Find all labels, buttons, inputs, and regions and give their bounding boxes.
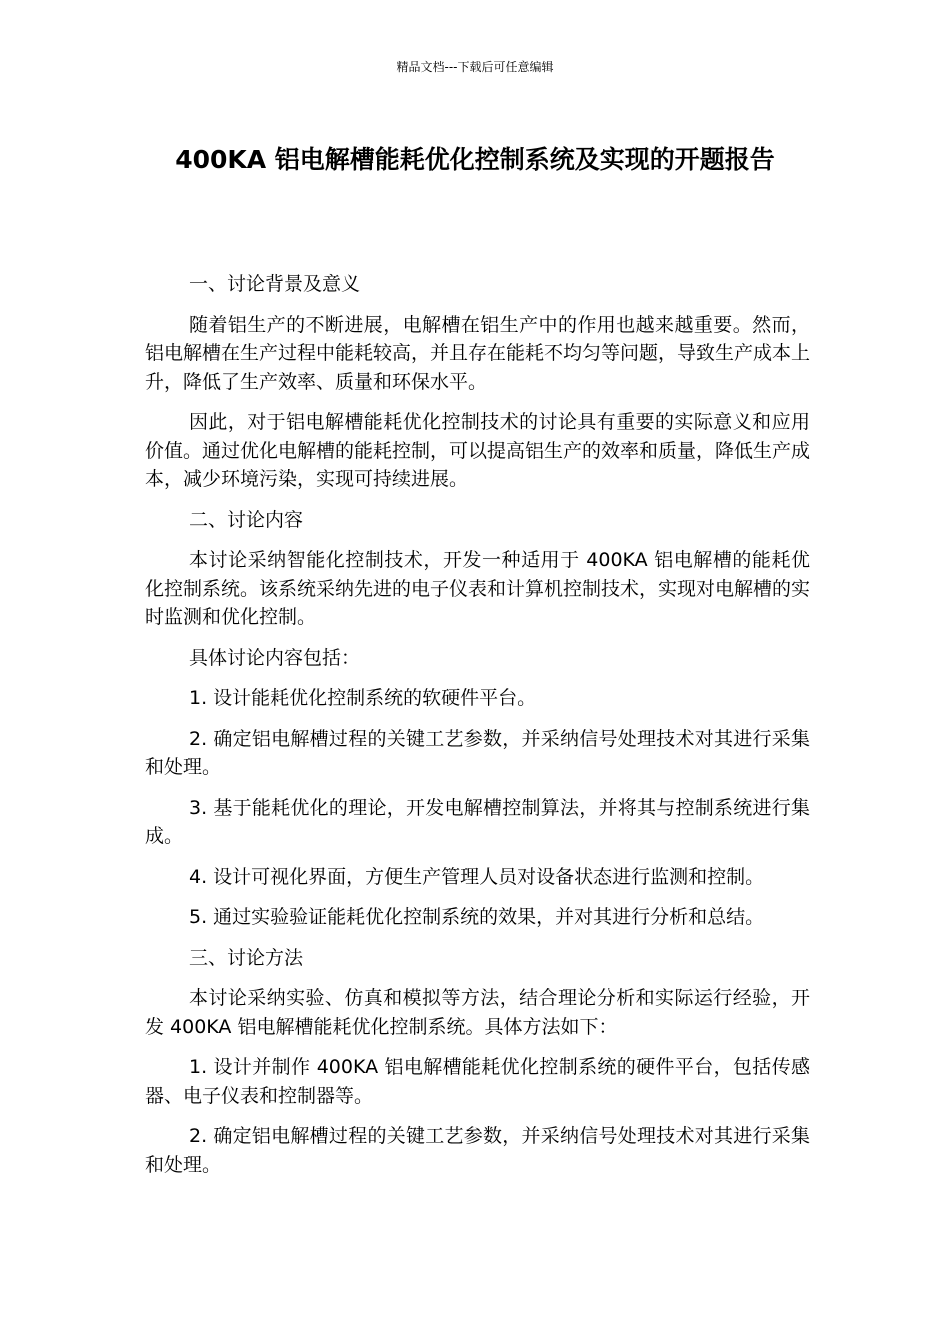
paragraph-background-1: 随着铝生产的不断进展，电解槽在铝生产中的作用也越来越重要。然而，铝电解槽在生产过程中能耗较高，并且存在能耗不均匀等问题，导致生产成本上升，降低了生产效率、质量和环保水平。 — [145, 313, 811, 393]
list-item-method-2: 2. 确定铝电解槽过程的关键工艺参数，并采纳信号处理技术对其进行采集和处理。 — [145, 1125, 810, 1176]
list-item-content-4: 4. 设计可视化界面，方便生产管理人员对设备状态进行监测和控制。 — [189, 865, 765, 888]
list-item-content-2: 2. 确定铝电解槽过程的关键工艺参数，并采纳信号处理技术对其进行采集和处理。 — [145, 727, 810, 778]
document-body — [145, 270, 810, 1191]
paragraph-background-2: 因此，对于铝电解槽能耗优化控制技术的讨论具有重要的实际意义和应用价值。通过优化电解槽的能耗控制，可以提高铝生产的效率和质量，降低生产成本，减少环境污染，实现可持续进展。 — [145, 411, 811, 490]
paragraph-content-intro: 本讨论采纳智能化控制技术，开发一种适用于 400KA 铝电解槽的能耗优化控制系统。该系统采纳先进的电子仪表和计算机控制技术，实现对电解槽的实时监测和优化控制。 — [145, 549, 811, 628]
list-item-content-3: 3. 基于能耗优化的理论，开发电解槽控制算法，并将其与控制系统进行集成。 — [145, 796, 810, 847]
list-item-method-1: 1. 设计并制作 400KA 铝电解槽能耗优化控制系统的硬件平台，包括传感器、电子仪表和控制器等。 — [145, 1056, 810, 1107]
header-note: 精品文档---下载后可任意编辑 — [396, 60, 554, 74]
document-title: 400KA 铝电解槽能耗优化控制系统及实现的开题报告 — [175, 145, 775, 174]
section-heading-content: 二、讨论内容 — [189, 508, 304, 531]
section-heading-background: 一、讨论背景及意义 — [189, 273, 361, 295]
paragraph-method-intro: 本讨论采纳实验、仿真和模拟等方法，结合理论分析和实际运行经验，开发 400KA 铝电解槽能耗优化控制系统。具体方法如下： — [145, 987, 810, 1038]
list-item-content-5: 5. 通过实验验证能耗优化控制系统的效果，并对其进行分析和总结。 — [189, 906, 765, 928]
list-item-content-1: 1. 设计能耗优化控制系统的软硬件平台。 — [189, 687, 537, 709]
section-heading-method: 三、讨论方法 — [189, 946, 304, 969]
paragraph-content-lead: 具体讨论内容包括： — [189, 646, 361, 669]
